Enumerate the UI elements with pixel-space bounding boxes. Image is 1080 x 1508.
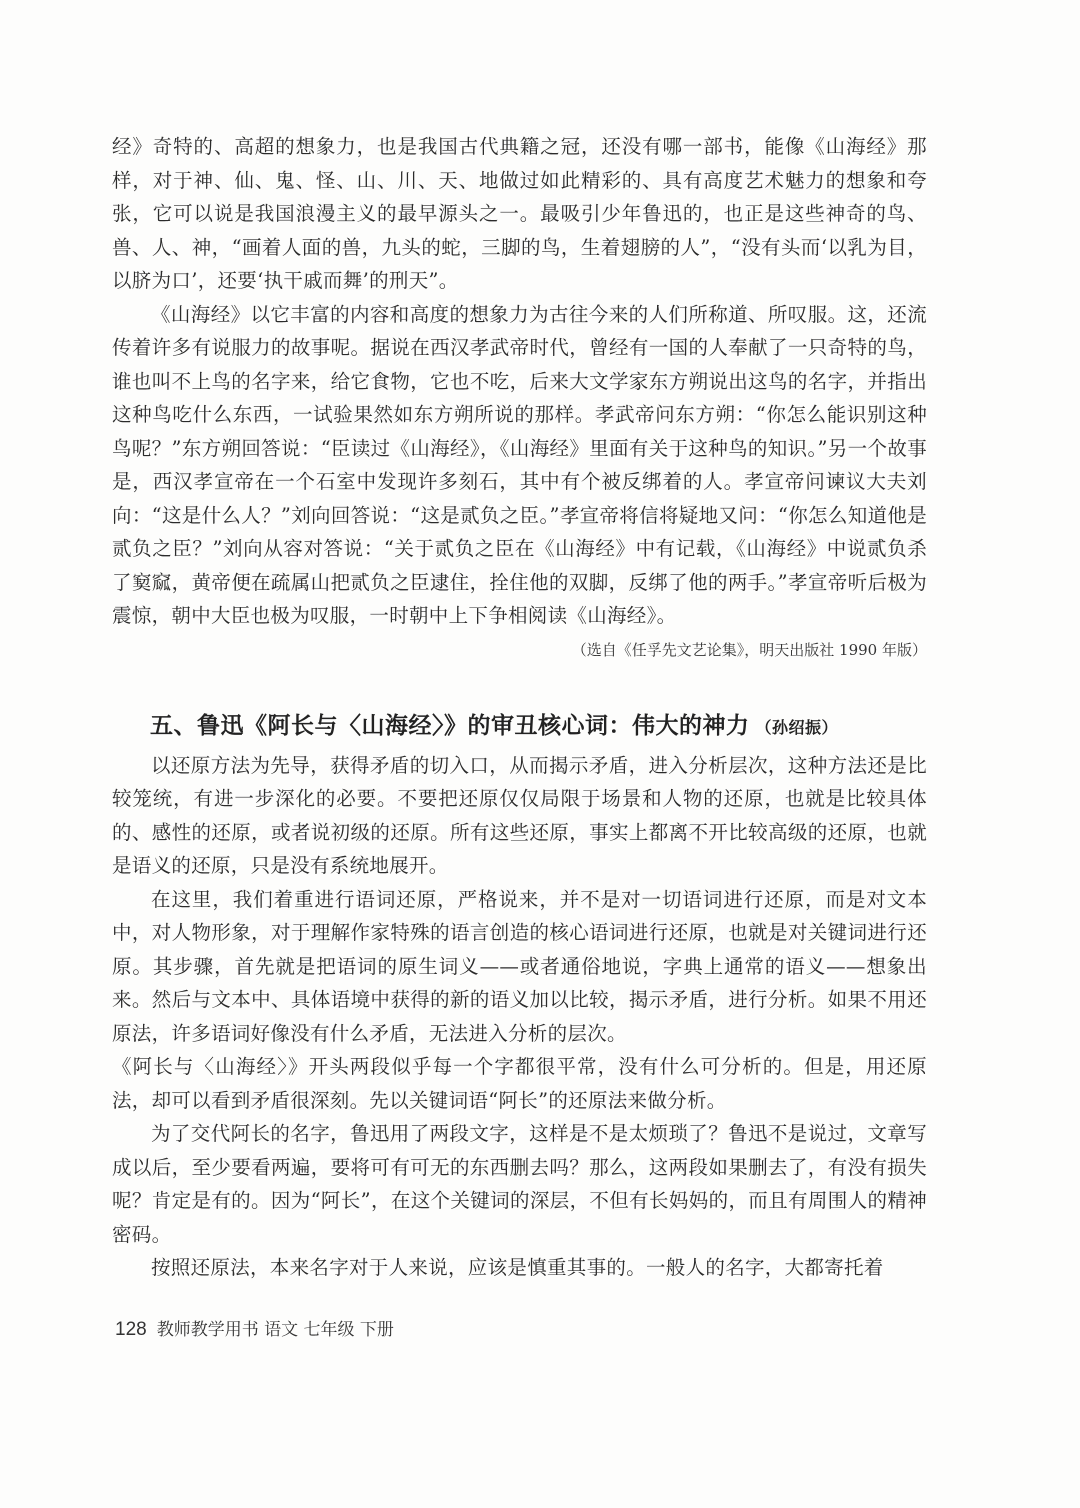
section-title: 五、鲁迅《阿长与〈山海经〉》的审丑核心词：伟大的神力	[150, 711, 750, 739]
paragraph: 在这里，我们着重进行语词还原，严格说来，并不是对一切语词进行还原，而是对文本中，对人物形象，对于理解作家特殊的语言创造的核心语词进行还原，也就是对关键词进行还原。其步骤，首先就是把语词的原生词义——或者通俗地说，字典上通常的语义——想象出来。然后与文本中、具体语境中获得的新的语义加以比较，揭示矛盾，进行分析。如果不用还原法，许多语词好像没有什么矛盾，无法进入分析的层次。	[112, 887, 927, 1045]
paragraph-shanhaijing-stories: 《山海经》以它丰富的内容和高度的想象力为古往今来的人们所称道、所叹服。这，还流传着许多有说服力的故事呢。据说在西汉孝武帝时代，曾经有一国的人奉献了一只奇特的鸟，谁也叫不上鸟的名字来，给它食物，它也不吃，后来大文学家东方朔说出这鸟的名字，并指出这种鸟吃什么东西，一试验果然如东方朔所说的那样。孝武帝问东方朔：“你怎么能识别这种鸟呢？”东方朔回答说：“臣读过《山海经》，《山海经》里面有关于这种鸟的知识。”另一个故事是，西汉孝宣帝在一个石室中发现许多刻石，其中有个被反绑着的人。孝宣帝问谏议大夫刘向：“这是什么人？”刘向回答说：“这是贰负之臣。”孝宣帝将信将疑地又问：“你怎么知道他是贰负之臣？”刘向从容对答说：“关于贰负之臣在《山海经》中有记载，《山海经》中说贰负杀了窫窳，黄帝便在疏属山把贰负之臣逮住，拴住他的双脚，反绑了他的两手。”孝宣帝听后极为震惊，朝中大臣也极为叹服，一时朝中上下争相阅读《山海经》。	[112, 302, 927, 627]
paragraph: 按照还原法，本来名字对于人来说，应该是慎重其事的。一般人的名字，大都寄托着	[151, 1256, 884, 1279]
paragraph: 《阿长与〈山海经〉》开头两段似乎每一个字都很平常，没有什么可分析的。但是，用还原法，却可以看到矛盾很深刻。先以关键词语“阿长”的还原法来做分析。	[112, 1055, 927, 1112]
page-footer	[115, 1316, 394, 1344]
book-title: 教师教学用书 语文 七年级 下册	[156, 1320, 394, 1340]
section-author: （孙绍振）	[755, 717, 839, 737]
source-citation: （选自《任孚先文艺论集》，明天出版社 1990 年版）	[571, 640, 927, 659]
paragraph: 为了交代阿长的名字，鲁迅用了两段文字，这样是不是太烦琐了？鲁迅不是说过，文章写成以后，至少要看两遍，要将可有可无的东西删去吗？那么，这两段如果删去了，有没有损失呢？肯定是有的。因为“阿长”，在这个关键词的深层，不但有长妈妈的，而且有周围人的精神密码。	[112, 1122, 927, 1246]
page-number: 128	[115, 1319, 147, 1340]
section-heading	[112, 709, 927, 745]
paragraph: 以还原方法为先导，获得矛盾的切入口，从而揭示矛盾，进入分析层次，这种方法还是比较笼统，有进一步深化的必要。不要把还原仅仅局限于场景和人物的还原，也就是比较具体的、感性的还原，或者说初级的还原。所有这些还原，事实上都离不开比较高级的还原，也就是语义的还原，只是没有系统地展开。	[112, 753, 927, 877]
paragraph-continued: 经》奇特的、高超的想象力，也是我国古代典籍之冠，还没有哪一部书，能像《山海经》那样，对于神、仙、鬼、怪、山、川、天、地做过如此精彩的、具有高度艺术魅力的想象和夸张，它可以说是我国浪漫主义的最早源头之一。最吸引少年鲁迅的，也正是这些神奇的鸟、兽、人、神，“画着人面的兽，九头的蛇，三脚的鸟，生着翅膀的人”，“没有头而‘以乳为目，以脐为口’，还要‘执干戚而舞’的刑天”。	[112, 135, 927, 292]
page-body	[112, 130, 927, 1285]
